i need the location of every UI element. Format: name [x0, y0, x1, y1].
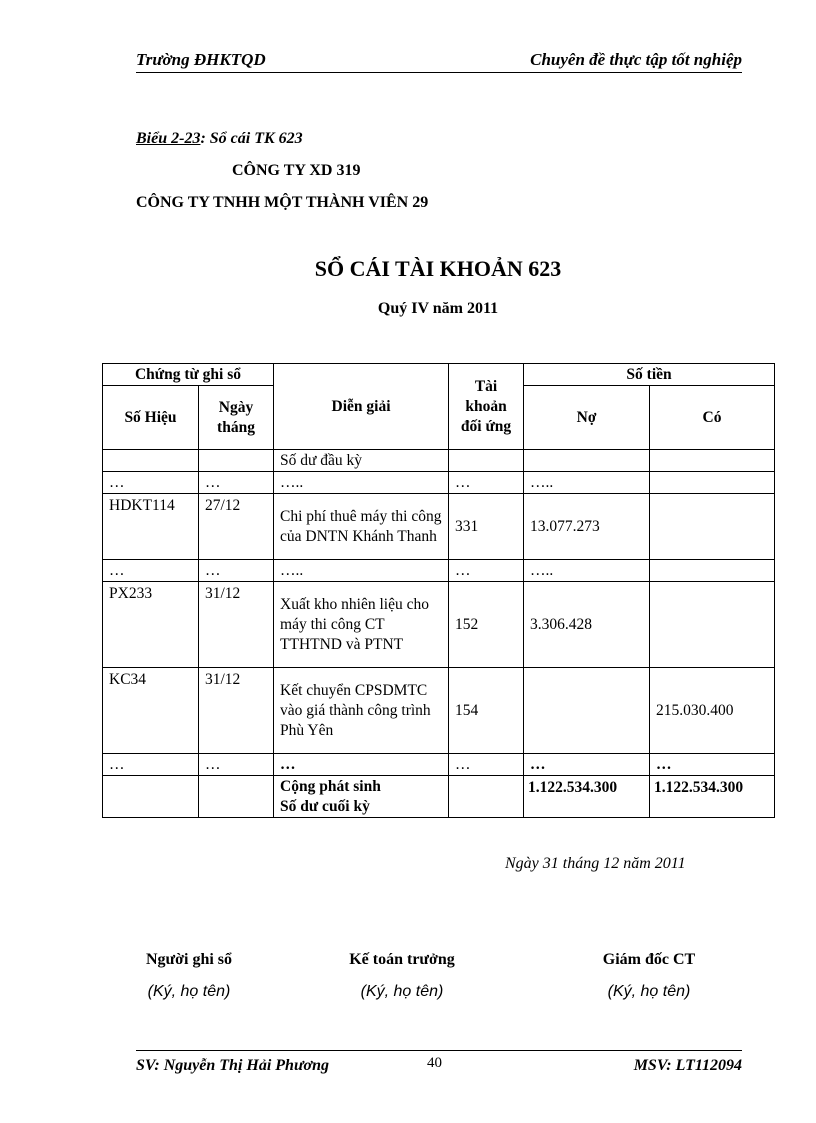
signature-chief-accountant	[302, 951, 502, 1001]
header-ngay-thang: Ngày tháng	[199, 386, 274, 450]
cell-co	[650, 582, 775, 668]
cell-co: 215.030.400	[650, 668, 775, 754]
signature-role: Người ghi sổ	[145, 951, 233, 968]
cell-no	[524, 668, 650, 754]
cell-ngay	[199, 450, 274, 472]
document-caption: : Sổ cái TK 623	[200, 130, 303, 147]
cell-tk: …	[449, 754, 524, 776]
cell-tk	[449, 450, 524, 472]
cell-so-hieu	[103, 776, 199, 818]
page-header	[136, 50, 742, 73]
table-row	[103, 494, 775, 560]
cell-dien-giai: Kết chuyển CPSDMTC vào giá thành công trình Phù Yên	[274, 668, 449, 754]
header-report-type: Chuyên đề thực tập tốt nghiệp	[530, 50, 742, 69]
header-co: Có	[650, 386, 775, 450]
cell-dien-giai: Chi phí thuê máy thi công của DNTN Khánh Thanh	[274, 494, 449, 560]
date-line: Ngày 31 tháng 12 năm 2011	[505, 855, 686, 872]
signature-role: Kế toán trưởng	[349, 951, 455, 968]
table-row	[103, 560, 775, 582]
cell-no: 3.306.428	[524, 582, 650, 668]
cell-ngay	[199, 776, 274, 818]
cell-tk: 331	[449, 494, 524, 560]
cell-tk: 154	[449, 668, 524, 754]
cell-total-label	[274, 776, 449, 818]
company-name-1: CÔNG TY XD 319	[232, 162, 361, 179]
table-row	[103, 450, 775, 472]
table-row	[103, 582, 775, 668]
cell-tk: …	[449, 472, 524, 494]
cell-so-hieu: KC34	[103, 668, 199, 754]
ledger-title: SỔ CÁI TÀI KHOẢN 623	[314, 256, 562, 281]
cell-ngay: …	[199, 754, 274, 776]
cell-ngay: 27/12	[199, 494, 274, 560]
total-row	[103, 776, 775, 818]
cell-so-hieu: …	[103, 472, 199, 494]
signature-note: (Ký, họ tên)	[360, 983, 444, 1000]
cell-no: …..	[524, 560, 650, 582]
total-label-so-du: Số dư cuối kỳ	[280, 797, 370, 815]
header-school: Trường ĐHKTQD	[136, 50, 266, 69]
cell-co	[650, 494, 775, 560]
document-label	[136, 130, 303, 148]
cell-co	[650, 472, 775, 494]
page-number: 40	[427, 1055, 442, 1071]
cell-no	[524, 450, 650, 472]
company-name-2: CÔNG TY TNHH MỘT THÀNH VIÊN 29	[136, 194, 429, 211]
header-so-hieu: Số Hiệu	[103, 386, 199, 450]
cell-no: …..	[524, 472, 650, 494]
header-voucher-group: Chứng từ ghi sổ	[103, 364, 274, 386]
page-footer	[136, 1050, 742, 1077]
cell-so-hieu: HDKT114	[103, 494, 199, 560]
cell-tk: 152	[449, 582, 524, 668]
cell-ngay: 31/12	[199, 582, 274, 668]
cell-so-hieu: …	[103, 560, 199, 582]
cell-ngay: …	[199, 472, 274, 494]
signature-recorder	[89, 951, 289, 1001]
header-amount-group: Số tiền	[524, 364, 775, 386]
cell-total-co: 1.122.534.300	[650, 776, 775, 818]
header-no: Nợ	[524, 386, 650, 450]
cell-tk: …	[449, 560, 524, 582]
total-label-phat-sinh: Cộng phát sinh	[280, 777, 381, 795]
cell-dien-giai: Xuất kho nhiên liệu cho máy thi công CT TTHTND và PTNT	[274, 582, 449, 668]
cell-dien-giai: …	[274, 754, 449, 776]
cell-tk	[449, 776, 524, 818]
document-number: Biểu 2-23	[136, 130, 201, 147]
table-row	[103, 472, 775, 494]
cell-co	[650, 560, 775, 582]
signature-note: (Ký, họ tên)	[607, 983, 691, 1000]
table-row	[103, 668, 775, 754]
cell-so-hieu: …	[103, 754, 199, 776]
cell-so-hieu: PX233	[103, 582, 199, 668]
cell-so-hieu	[103, 450, 199, 472]
footer-student-id: MSV: LT112094	[633, 1057, 742, 1074]
header-dien-giai: Diễn giải	[274, 364, 449, 450]
cell-ngay: …	[199, 560, 274, 582]
signature-role: Giám đốc CT	[602, 951, 696, 968]
cell-no: 13.077.273	[524, 494, 650, 560]
ledger-table	[102, 363, 775, 818]
signature-note: (Ký, họ tên)	[147, 983, 231, 1000]
cell-co	[650, 450, 775, 472]
footer-student: SV: Nguyễn Thị Hải Phương	[136, 1057, 330, 1074]
header-tai-khoan: Tài khoản đối ứng	[449, 364, 524, 450]
cell-no: …	[524, 754, 650, 776]
cell-dien-giai: …..	[274, 560, 449, 582]
cell-total-no: 1.122.534.300	[524, 776, 650, 818]
cell-ngay: 31/12	[199, 668, 274, 754]
ledger-period: Quý IV năm 2011	[377, 300, 499, 317]
cell-dien-giai: …..	[274, 472, 449, 494]
table-row	[103, 754, 775, 776]
cell-dien-giai: Số dư đầu kỳ	[274, 450, 449, 472]
signature-director	[549, 951, 749, 1001]
cell-co: …	[650, 754, 775, 776]
